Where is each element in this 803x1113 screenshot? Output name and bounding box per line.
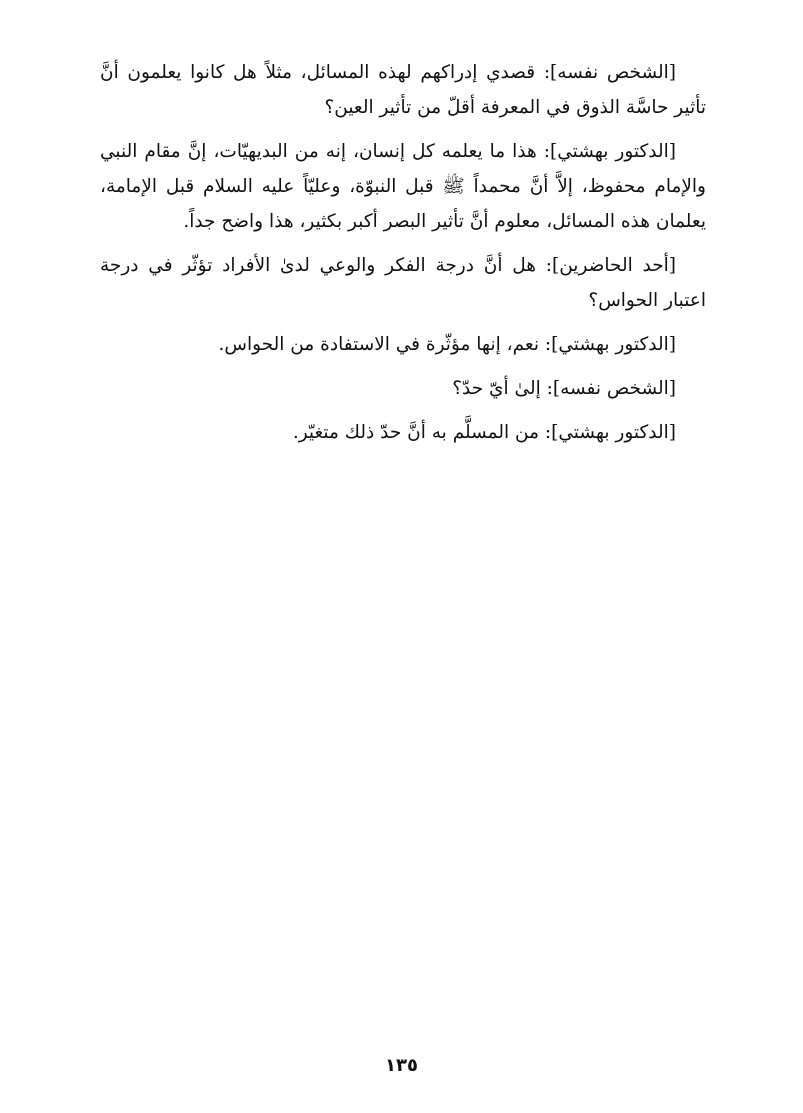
speaker-label: [أحد الحاضرين]:	[545, 255, 676, 276]
dialogue-paragraph	[100, 415, 706, 450]
dialogue-paragraph	[100, 327, 706, 362]
paragraph-text: نعم، إنها مؤثّرة في الاستفادة من الحواس.	[218, 334, 539, 355]
page-number: ١٣٥	[385, 1055, 418, 1076]
speaker-label: [الدكتور بهشتي]:	[544, 422, 676, 443]
dialogue-paragraph	[100, 371, 706, 406]
speaker-label: [الشخص نفسه]:	[543, 62, 676, 83]
speaker-label: [الشخص نفسه]:	[546, 378, 676, 399]
dialogue-paragraph	[100, 55, 706, 125]
speaker-label: [الدكتور بهشتي]:	[543, 141, 676, 162]
dialogue-text	[100, 55, 706, 459]
paragraph-text: هذا ما يعلمه كل إنسان، إنه من البديهيّات، إنَّ مقام النبي والإمام محفوظ، إلاَّ أنَّ محمداً ﷺ قبل النبوّة، وعليّاً عليه السلام قبل الإمامة، يعلمان هذه المسائل، معلوم أنَّ تأثير البصر أكبر بكثير، هذا واضح جداً.	[100, 141, 706, 232]
paragraph-text: قصدي إدراكهم لهذه المسائل، مثلاً هل كانوا يعلمون أنَّ تأثير حاسَّة الذوق في المعرفة أقلّ من تأثير العين؟	[100, 62, 706, 118]
dialogue-paragraph	[100, 134, 706, 239]
speaker-label: [الدكتور بهشتي]:	[544, 334, 676, 355]
paragraph-text: من المسلَّم به أنَّ حدّ ذلك متغيّر.	[292, 422, 539, 443]
paragraph-text: إلىٰ أيّ حدّ؟	[452, 378, 541, 399]
dialogue-paragraph	[100, 248, 706, 318]
paragraph-text: هل أنَّ درجة الفكر والوعي لدىٰ الأفراد تؤثّر في درجة اعتبار الحواس؟	[100, 255, 706, 311]
